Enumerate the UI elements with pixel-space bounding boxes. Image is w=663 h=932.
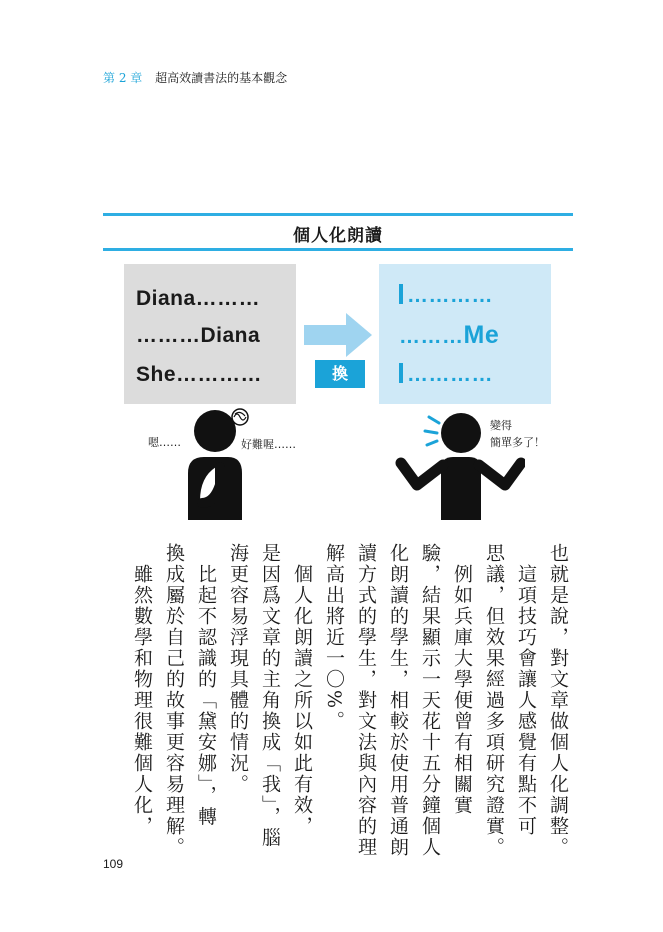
body-column-6: 化朗讀的學生，相較於使用普通朗 [387, 543, 409, 858]
confused-person-icon [180, 405, 270, 520]
right-panel [379, 264, 551, 404]
left-panel [124, 264, 296, 404]
body-column-13: 換成屬於自己的故事更容易理解。 [163, 543, 185, 858]
left-line-3: She………… [136, 363, 263, 386]
body-column-12: 比起不認識的「黛安娜」，轉 [195, 543, 217, 828]
body-column-2: 這項技巧會讓人感覺有點不可 [515, 543, 537, 837]
pronoun-i-bar [399, 284, 403, 304]
pronoun-i-bar [399, 363, 403, 383]
relieved-speech: 變得 簡單多了！ [490, 419, 545, 449]
body-column-5: 驗，結果顯示一天花十五分鐘個人 [419, 543, 441, 858]
chapter-title: 超高效讀書法的基本觀念 [155, 71, 288, 85]
figure-title: 個人化朗讀 [293, 226, 383, 246]
left-line-2: ………Diana [136, 324, 261, 347]
pronoun-me: Me [463, 321, 500, 349]
body-column-4: 例如兵庫大學便曾有相關實 [451, 543, 473, 816]
figure-rule-top [103, 213, 573, 216]
body-column-11: 海更容易浮現具體的情況。 [227, 543, 249, 795]
page-number: 109 [103, 857, 124, 871]
confused-speech-2: 好難喔…… [241, 438, 296, 451]
body-column-10: 是因爲文章的主角換成「我」，腦 [259, 543, 281, 849]
right-line-3 [399, 363, 493, 387]
body-column-9: 個人化朗讀之所以如此有效， [291, 543, 313, 837]
chapter-label: 第 2 章 [103, 71, 143, 85]
right-arrow-icon [304, 313, 372, 357]
body-column-14: 雖然數學和物理很難個人化， [131, 543, 153, 837]
confusion-scribble-icon [232, 409, 248, 425]
right-line-1 [399, 284, 493, 308]
body-column-1: 也就是說，對文章做個人化調整。 [547, 543, 569, 858]
right-line-1-dots: ………… [407, 284, 493, 307]
chapter-header [103, 69, 287, 86]
body-column-3: 思議，但效果經過多項研究證實。 [483, 543, 505, 858]
confused-speech-1: 嗯…… [148, 436, 181, 449]
swap-badge: 換 [315, 360, 365, 388]
exclamation-lines-icon [425, 417, 439, 445]
right-line-3-dots: ………… [407, 363, 493, 386]
body-column-7: 讀方式的學生，對文法與內容的理 [355, 543, 377, 858]
right-line-2-dots: ……… [399, 325, 464, 348]
right-line-2 [399, 321, 499, 350]
left-line-1: Diana……… [136, 287, 261, 310]
body-column-8: 解高出將近一〇%。 [323, 543, 345, 732]
figure-rule-bottom [103, 248, 573, 251]
